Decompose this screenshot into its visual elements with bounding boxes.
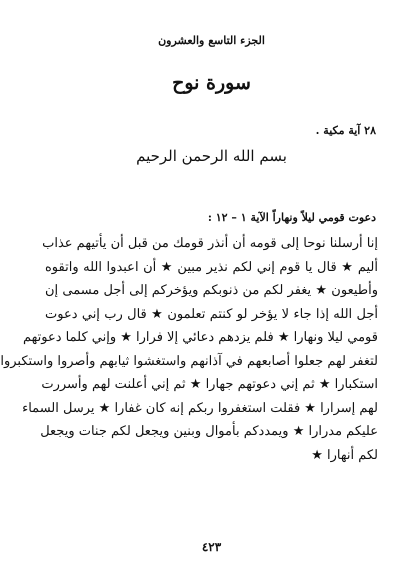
verse-line: قومي ليلا ونهارا ★ فلم يزدهم دعائي إلا فرارا ★ وإني كلما دعوتهم (23, 330, 378, 345)
running-header: الجزء التاسع والعشرون (158, 34, 265, 47)
verse-line: لكم أنهارا ★ (311, 447, 378, 463)
surah-title: سورة نوح (172, 72, 251, 94)
verse-line: عليكم مدرارا ★ ويمددكم بأموال وبنين ويجعل لكم جنات ويجعل (40, 424, 378, 439)
verse-line: لهم إسرارا ★ فقلت استغفروا ربكم إنه كان غفارا ★ يرسل السماء (22, 400, 378, 416)
verse-count-note: ٢٨ آية مكية . (315, 124, 376, 137)
verse-line: استكبارا ★ ثم إني دعوتهم جهارا ★ ثم إني أعلنت لهم وأسررت (41, 377, 378, 392)
verse-text-block (0, 232, 378, 467)
verse-line: وأطيعون ★ يغفر لكم من ذنوبكم ويؤخركم إلى أجل مسمى إن (45, 283, 378, 298)
verse-line: أليم ★ قال يا قوم إني لكم نذير مبين ★ أن اعبدوا الله واتقوه (45, 259, 378, 275)
basmala: بسم الله الرحمن الرحيم (136, 147, 287, 165)
page-number: ٤٢٣ (201, 540, 222, 554)
verse-line: أجل الله إذا جاء لا يؤخر لو كنتم تعلمون ★ قال رب إني دعوت (45, 306, 378, 322)
verse-line: لتغفر لهم جعلوا أصابعهم في آذانهم واستغشوا ثيابهم وأصروا واستكبروا (0, 353, 378, 369)
verse-line: إنا أرسلنا نوحا إلى قومه أن أنذر قومك من قبل أن يأتيهم عذاب (42, 236, 378, 251)
section-heading: دعوت قومي ليلاً ونهاراً الآية ١ – ١٢ : (207, 211, 376, 224)
